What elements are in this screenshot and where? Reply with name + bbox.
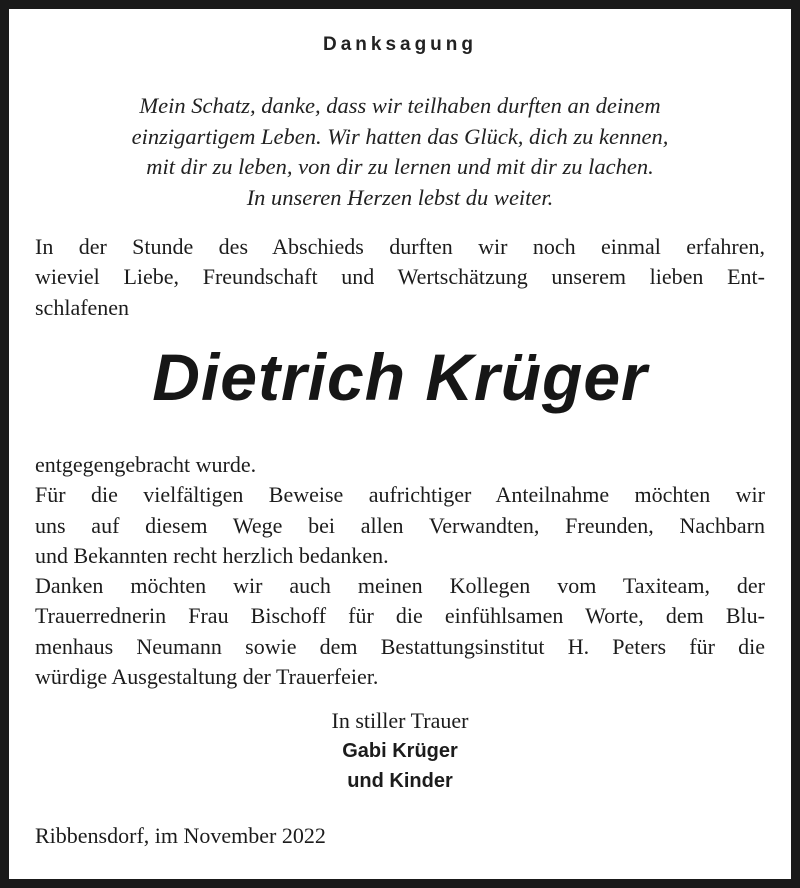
body-line: und Bekannten recht herzlich bedanken. [35, 542, 389, 568]
poem-line: einzigartigem Leben. Wir hatten das Glück, dich zu kennen, [131, 123, 669, 149]
body-line: Danken möchten wir auch meinen Kollegen vom Taxiteam, der [35, 573, 765, 599]
signature-family: und Kinder [347, 770, 453, 792]
poem [9, 91, 791, 213]
signature-block [9, 706, 791, 796]
obituary-notice [9, 9, 791, 879]
intro-line: schlafenen [35, 294, 130, 320]
thanks-paragraph [35, 450, 765, 692]
signature-name: Gabi Krüger [342, 740, 458, 762]
poem-line: Mein Schatz, danke, dass wir teilhaben durften an deinem [139, 93, 661, 118]
body-line: uns auf diesem Wege bei allen Verwandten, Freunden, Nachbarn [35, 512, 765, 538]
body-line: Für die vielfältigen Beweise aufrichtiger Anteilnahme möchten wir [35, 482, 765, 508]
poem-line: mit dir zu leben, von dir zu lernen und mit dir zu lachen. [146, 154, 654, 179]
body-line: würdige Ausgestaltung der Trauerfeier. [35, 664, 379, 690]
body-line: entgegengebracht wurde. [35, 452, 257, 477]
intro-paragraph [35, 232, 765, 323]
body-line: Trauerrednerin Frau Bischoff für die einfühlsamen Worte, dem Blu- [35, 603, 765, 629]
intro-line: wieviel Liebe, Freundschaft und Wertschätzung unserem lieben Ent- [35, 264, 765, 290]
body-line: menhaus Neumann sowie dem Bestattungsinstitut H. Peters für die [35, 633, 765, 659]
heading: Danksagung [322, 34, 478, 55]
signature-intro: In stiller Trauer [331, 708, 469, 733]
place-date: Ribbensdorf, im November 2022 [35, 823, 326, 848]
poem-line: In unseren Herzen lebst du weiter. [246, 184, 554, 210]
intro-line: In der Stunde des Abschieds durften wir noch einmal erfahren, [35, 234, 765, 259]
deceased-name: Dietrich Krüger [152, 340, 648, 414]
